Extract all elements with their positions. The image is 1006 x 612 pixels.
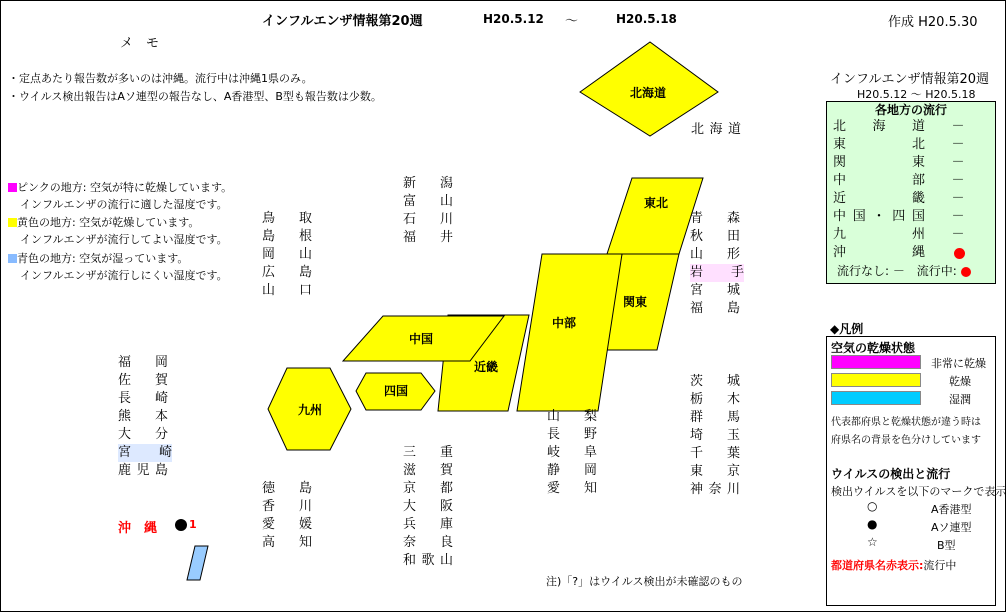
pref-saitama: 埼玉 (690, 428, 740, 443)
trend-box (826, 101, 996, 284)
pref-miyagi: 宮城 (690, 283, 740, 298)
pref-list-kanto (690, 373, 740, 499)
pref-mie: 三重 (403, 445, 453, 460)
pref-kyoto: 京都 (403, 481, 453, 496)
trend-footer (827, 262, 995, 280)
trend-name: 九州 (833, 227, 925, 242)
trend-status: － (951, 227, 965, 242)
pref-gifu: 岐阜 (547, 445, 597, 460)
pref-okayama: 岡山 (262, 247, 312, 262)
memo-line-2: ・ウイルス検出報告はAソ連型の報告なし、A香港型、B型も報告数は少数。 (8, 90, 382, 103)
b-type-mark-icon: ☆ (867, 535, 878, 549)
pref-akita: 秋田 (690, 229, 740, 244)
region-label-tohoku: 東北 (643, 196, 669, 210)
pref-list-kinki (403, 444, 453, 570)
legend-hongkong: A香港型 (931, 503, 972, 516)
legend-note-2: 府県名の背景を色分けしています (831, 435, 981, 446)
pref-fukushima: 福島 (690, 301, 740, 316)
humidity-yellow-sub: インフルエンザが流行してよい湿度です。 (20, 233, 228, 246)
legend-red-note (831, 557, 956, 573)
trend-row-chugoku-shikoku (827, 208, 995, 226)
trend-status: － (951, 173, 965, 188)
memo-line-1: ・定点あたり報告数が多いのは沖縄。流行中は沖縄1県のみ。 (8, 72, 313, 85)
legend-virus-sub: 検出ウイルスを以下のマークで表示 (831, 485, 1006, 498)
legend-humid: 湿潤 (949, 393, 971, 406)
pref-wakayama: 和歌山 (403, 553, 453, 568)
soviet-mark-icon: ● (867, 517, 878, 531)
legend-red-suffix: 流行中 (923, 559, 957, 572)
pref-shimane: 島根 (262, 229, 312, 244)
region-label-kyushu: 九州 (297, 403, 323, 417)
epidemic-dot-icon (954, 248, 965, 259)
humidity-blue-title: 青色の地方: 空気が湿っています。 (17, 252, 189, 265)
pref-hiroshima: 広島 (262, 265, 312, 280)
trend-name: 中部 (833, 173, 925, 188)
pref-list-chubu (547, 408, 597, 498)
trend-name: 沖縄 (833, 245, 925, 260)
memo-label: メ モ (120, 36, 160, 51)
trend-status: － (951, 191, 965, 206)
trend-row-tohoku (827, 136, 995, 154)
pref-oita: 大分 (118, 427, 168, 442)
pref-tokyo: 東京 (690, 464, 740, 479)
pref-hyogo: 兵庫 (403, 517, 453, 532)
pref-hokkaido: 北海道 (691, 122, 741, 137)
trend-row-chubu (827, 172, 995, 190)
legend-box (826, 336, 1006, 606)
humidity-yellow-title: 黄色の地方: 空気が乾燥しています。 (17, 216, 200, 229)
pref-ibaraki: 茨城 (690, 374, 740, 389)
pref-list-hokuriku (403, 175, 453, 247)
pref-fukui: 福井 (403, 230, 453, 245)
region-label-kanto: 関東 (622, 295, 648, 309)
pref-kanagawa: 神奈川 (690, 482, 740, 497)
pref-aomori: 青森 (690, 211, 740, 226)
pref-gunma: 群馬 (690, 410, 740, 425)
pref-niigata: 新潟 (403, 176, 453, 191)
legend-humidity-title: 空気の乾燥状態 (831, 341, 916, 355)
region-label-shikoku: 四国 (383, 384, 409, 398)
region-label-chubu: 中部 (551, 316, 577, 330)
region-shape-tohoku[interactable] (607, 178, 703, 254)
trend-row-kinki (827, 190, 995, 208)
pref-kagoshima: 鹿児島 (118, 463, 168, 478)
pref-chiba: 千葉 (690, 446, 740, 461)
pref-yamaguchi: 山口 (262, 283, 312, 298)
legend-red-label: 都道府県名赤表示: (831, 559, 924, 572)
humid-swatch (831, 391, 921, 405)
pref-fukuoka: 福岡 (118, 355, 168, 370)
trend-row-okinawa (827, 244, 995, 262)
humidity-blue-sub: インフルエンザが流行しにくい湿度です。 (20, 269, 228, 282)
pref-toyama: 富山 (403, 194, 453, 209)
pref-list-shikoku (262, 480, 312, 552)
hongkong-mark-icon: ○ (867, 499, 878, 513)
pref-kochi: 高知 (262, 535, 312, 550)
humidity-pink-sub: インフルエンザの流行に適した湿度です。 (20, 198, 228, 211)
pref-yamagata: 山形 (690, 247, 740, 262)
trend-title: インフルエンザ情報第20週 (830, 72, 990, 87)
region-shape-chubu[interactable] (517, 254, 622, 411)
pref-aichi: 愛知 (547, 481, 597, 496)
pref-yamanashi: 山梨 (547, 409, 597, 424)
trend-status: － (951, 209, 965, 224)
region-label-hokkaido: 北海道 (629, 86, 667, 100)
trend-footer-none: 流行なし: － (837, 264, 905, 278)
trend-box-title: 各地方の流行 (874, 103, 947, 117)
pref-osaka: 大阪 (403, 499, 453, 514)
pref-kumamoto: 熊本 (118, 409, 168, 424)
epidemic-dot-icon (961, 267, 971, 277)
trend-dates: H20.5.12 ～ H20.5.18 (857, 88, 976, 101)
pref-nagano: 長野 (547, 427, 597, 442)
trend-name: 東北 (833, 137, 925, 152)
trend-name: 近畿 (833, 191, 925, 206)
legend-note-1: 代表都府県と乾燥状態が違う時は (831, 417, 981, 428)
pref-list-kyushu (118, 354, 172, 480)
pref-kagawa: 香川 (262, 499, 312, 514)
trend-name: 関東 (833, 155, 925, 170)
region-shape-okinawa[interactable] (187, 546, 208, 580)
footnote: 注)「?」はウイルス検出が未確認のもの (546, 575, 743, 588)
pref-ishikawa: 石川 (403, 212, 453, 227)
very-dry-swatch (831, 355, 921, 369)
created-date: 作成 H20.5.30 (888, 15, 978, 30)
pref-tochigi: 栃木 (690, 392, 740, 407)
page-title: インフルエンザ情報第20週 (262, 14, 423, 29)
pref-ehime: 愛媛 (262, 517, 312, 532)
trend-name: 中国・四国 (833, 209, 925, 224)
pref-list-chugoku (262, 210, 312, 300)
trend-status: － (951, 119, 965, 134)
pref-nagasaki: 長崎 (118, 391, 168, 406)
date-end: H20.5.18 (616, 12, 677, 26)
pref-nara: 奈良 (403, 535, 453, 550)
date-tilde: ～ (565, 14, 579, 29)
legend-title: ◆凡例 (830, 322, 864, 336)
pref-saga: 佐賀 (118, 373, 168, 388)
dry-swatch (831, 373, 921, 387)
trend-name: 北海道 (833, 119, 925, 134)
trend-status: － (951, 137, 965, 152)
pref-miyazaki: 宮崎 (118, 445, 172, 460)
trend-row-kanto (827, 154, 995, 172)
pref-okinawa: 沖 縄 (118, 521, 158, 536)
pref-shizuoka: 静岡 (547, 463, 597, 478)
okinawa-count: 1 (189, 518, 197, 531)
trend-row-kyushu (827, 226, 995, 244)
region-label-kinki: 近畿 (473, 360, 499, 374)
pref-iwate: 岩手 (690, 265, 744, 280)
trend-footer-active: 流行中: (916, 264, 957, 278)
legend-soviet: Aソ連型 (931, 521, 972, 534)
pref-tottori: 鳥取 (262, 211, 312, 226)
legend-dry: 乾燥 (949, 375, 971, 388)
legend-very-dry: 非常に乾燥 (931, 357, 986, 370)
pref-shiga: 滋賀 (403, 463, 453, 478)
pref-list-tohoku (690, 210, 744, 318)
legend-virus-title: ウイルスの検出と流行 (831, 467, 951, 481)
humidity-pink-title: ピンクの地方: 空気が特に乾燥しています。 (17, 181, 233, 194)
pref-list-hokkaido (691, 121, 741, 139)
region-label-chugoku: 中国 (408, 332, 434, 346)
trend-row-hokkaido (827, 118, 995, 136)
legend-b-type: B型 (937, 539, 956, 552)
pref-tokushima: 徳島 (262, 481, 312, 496)
date-start: H20.5.12 (483, 12, 544, 26)
soviet-mark-icon (175, 519, 187, 531)
trend-status: － (951, 155, 965, 170)
